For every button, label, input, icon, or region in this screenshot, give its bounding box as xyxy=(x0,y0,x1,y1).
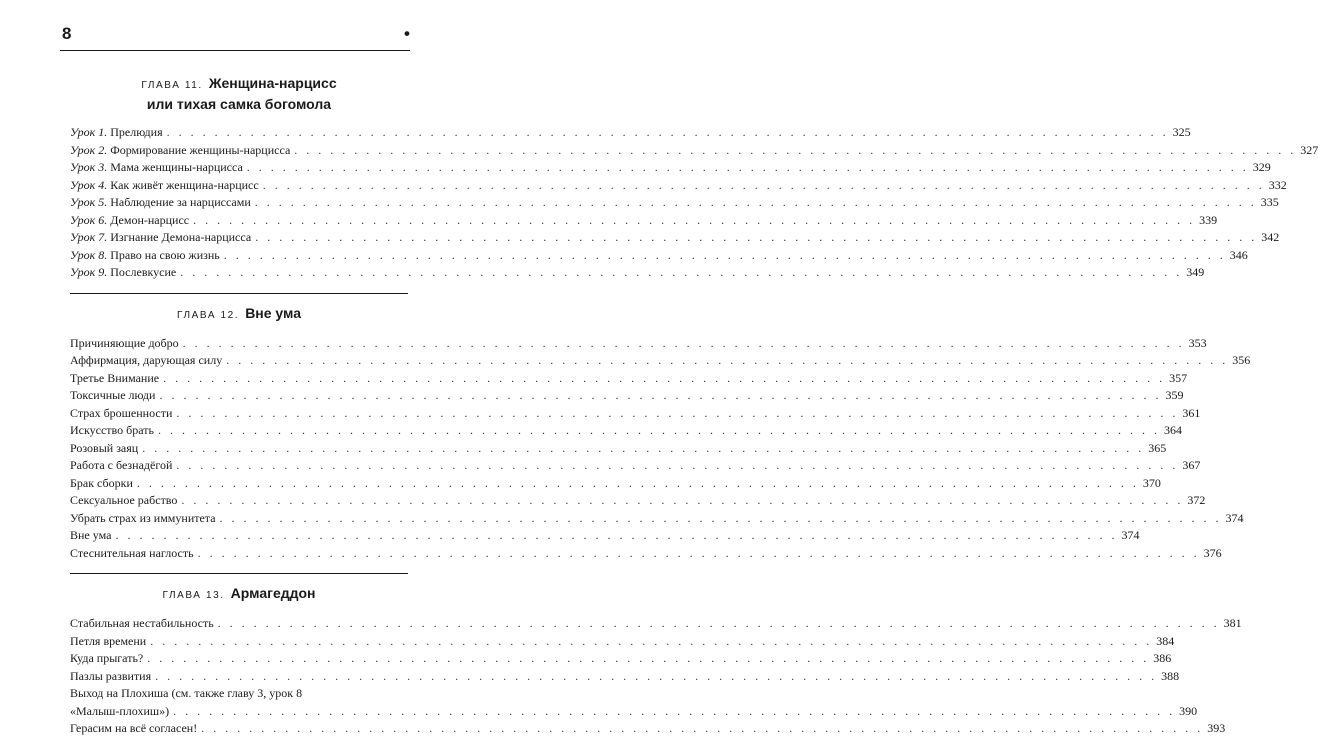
toc-item-title: Убрать страх из иммунитета xyxy=(70,510,216,525)
toc-page-number: 384 xyxy=(1156,633,1175,648)
chapter-label: ГЛАВА 12. xyxy=(177,309,240,321)
toc-page-number: 349 xyxy=(1186,265,1205,279)
toc-item-title: Право на свою жизнь xyxy=(110,247,220,262)
toc-page-number: 325 xyxy=(1172,125,1191,139)
toc-item[interactable] xyxy=(70,492,1206,510)
page-number: 8 xyxy=(62,24,72,43)
leader-dots xyxy=(163,370,1165,388)
toc-item[interactable] xyxy=(70,633,1175,651)
toc-page-number: 367 xyxy=(1182,458,1201,472)
leader-dots xyxy=(198,545,1200,563)
leader-dots xyxy=(255,194,1257,212)
spacer xyxy=(70,325,408,335)
toc-item-title: Мама женщины-нарцисса xyxy=(110,160,243,174)
toc-item-title: Прелюдия xyxy=(110,125,163,139)
toc-item[interactable] xyxy=(70,142,1318,160)
chapter-12-list xyxy=(70,335,1251,563)
leader-dots xyxy=(181,492,1183,510)
toc-item-title: Послевкусие xyxy=(110,265,177,279)
chapter-11-list xyxy=(70,124,1318,282)
toc-page-number: 346 xyxy=(1229,247,1248,262)
leader-dots xyxy=(183,335,1185,353)
toc-item-title-line1: Выход на Плохиша (см. также главу 3, урок 8 xyxy=(70,686,303,700)
toc-item[interactable] xyxy=(70,124,1191,142)
chapter-12-heading xyxy=(70,304,408,325)
toc-page-number: 356 xyxy=(1232,353,1251,367)
page-mark: • xyxy=(404,24,410,43)
lesson-label: Урок 4. xyxy=(70,177,108,192)
toc-page-number: 357 xyxy=(1169,370,1188,385)
toc-page-number: 372 xyxy=(1187,493,1206,507)
toc-item-title: Брак сборки xyxy=(70,475,133,490)
toc-page-number: 390 xyxy=(1179,703,1198,718)
lesson-label: Урок 5. xyxy=(70,195,108,209)
toc-item-title: Пазлы развития xyxy=(70,668,152,683)
toc-item-title: Петля времени xyxy=(70,633,147,648)
section-divider xyxy=(70,573,408,574)
toc-item[interactable] xyxy=(70,527,1140,545)
lesson-label: Урок 2. xyxy=(70,142,108,157)
toc-item[interactable] xyxy=(70,212,1218,230)
leader-dots xyxy=(173,703,1175,721)
leader-dots xyxy=(115,527,1117,545)
toc-page-number: 342 xyxy=(1261,230,1280,244)
toc-item-title: Аффирмация, дарующая силу xyxy=(70,353,223,367)
leader-dots xyxy=(247,159,1249,177)
toc-item-title: Искусство брать xyxy=(70,423,154,437)
leader-dots xyxy=(167,124,1169,142)
chapter-label: ГЛАВА 13. xyxy=(162,590,225,601)
chapter-label: ГЛАВА 11. xyxy=(141,80,203,91)
toc-item-title: Стеснительная наглость xyxy=(70,545,194,560)
toc-item-title: Работа с безнадёгой xyxy=(70,458,173,472)
leader-dots xyxy=(201,720,1203,738)
toc-item[interactable] xyxy=(70,352,1251,370)
leader-dots xyxy=(226,352,1228,370)
toc-item-title: Стабильная нестабильность xyxy=(70,616,214,630)
chapter-subtitle: или тихая самка богомола xyxy=(146,96,332,112)
leader-dots xyxy=(193,212,1195,230)
toc-page-number: 370 xyxy=(1142,475,1161,490)
lesson-label: Урок 1. xyxy=(70,125,108,139)
chapter-13-list xyxy=(70,615,1242,738)
toc-item-multiline[interactable] xyxy=(70,685,1198,720)
lesson-label: Урок 6. xyxy=(70,212,108,227)
toc-item-title: Третье Внимание xyxy=(70,370,160,385)
leader-dots xyxy=(159,387,1161,405)
toc-item-title: Как живёт женщина-нарцисс xyxy=(110,177,259,192)
toc-item[interactable] xyxy=(70,440,1167,458)
toc-item-title: Герасим на всё согласен! xyxy=(70,721,198,735)
toc-item-title: Страх брошенности xyxy=(70,405,173,420)
chapter-13-heading xyxy=(70,584,408,605)
toc-item[interactable] xyxy=(70,370,1188,388)
toc-page-number: 364 xyxy=(1163,423,1182,437)
leader-dots xyxy=(180,264,1182,282)
toc-item[interactable] xyxy=(70,387,1184,405)
toc-page-number: 388 xyxy=(1161,668,1180,683)
lesson-label: Урок 9. xyxy=(70,265,108,279)
leader-dots xyxy=(147,650,1149,668)
leader-dots xyxy=(263,177,1265,195)
toc-item[interactable] xyxy=(70,335,1207,353)
leader-dots xyxy=(224,247,1226,265)
leader-dots xyxy=(155,668,1157,686)
toc-item-title: Куда прыгать? xyxy=(70,651,144,665)
toc-item-title: Вне ума xyxy=(70,528,112,542)
toc-item[interactable] xyxy=(70,177,1287,195)
toc-page-number: 335 xyxy=(1260,195,1279,209)
toc-item-title: Формирование женщины-нарцисса xyxy=(110,142,291,157)
toc-item-title: Изгнание Демона-нарцисса xyxy=(110,230,252,244)
toc-item[interactable] xyxy=(70,475,1161,493)
chapter-title: Женщина-нарцисс xyxy=(208,75,337,91)
section-divider xyxy=(70,293,408,294)
lesson-label: Урок 7. xyxy=(70,230,108,244)
toc-item-title: Демон-нарцисс xyxy=(110,212,190,227)
toc-item[interactable] xyxy=(70,422,1182,440)
chapter-title: Вне ума xyxy=(245,304,301,321)
leader-dots xyxy=(255,229,1257,247)
toc-page-number: 365 xyxy=(1148,440,1167,455)
toc-page-number: 359 xyxy=(1165,388,1184,402)
toc-page-number: 386 xyxy=(1153,651,1172,665)
toc-item-title: Причиняющие добро xyxy=(70,335,179,350)
leader-dots xyxy=(137,475,1139,493)
toc-page-number: 327 xyxy=(1300,142,1318,157)
toc-item[interactable] xyxy=(70,264,1205,282)
leader-dots xyxy=(176,405,1178,423)
leader-dots xyxy=(142,440,1144,458)
toc-page-number: 353 xyxy=(1188,335,1207,350)
toc-item-title: Розовый заяц xyxy=(70,440,139,455)
lesson-label: Урок 8. xyxy=(70,247,108,262)
toc-item[interactable] xyxy=(70,720,1226,738)
toc-page-number: 393 xyxy=(1207,721,1226,735)
toc-item[interactable] xyxy=(70,229,1280,247)
table-of-contents xyxy=(70,64,1318,738)
leader-dots xyxy=(176,457,1178,475)
toc-item-title: Токсичные люди xyxy=(70,388,156,402)
toc-page-number: 332 xyxy=(1268,177,1287,192)
spacer xyxy=(70,114,408,124)
toc-item[interactable] xyxy=(70,405,1201,423)
chapter-title: Армагеддон xyxy=(230,585,316,601)
toc-item-title: Сексуальное рабство xyxy=(70,493,178,507)
spacer xyxy=(70,605,408,615)
toc-item[interactable] xyxy=(70,650,1172,668)
toc-item[interactable] xyxy=(70,510,1244,528)
toc-page-number: 339 xyxy=(1199,212,1218,227)
leader-dots xyxy=(158,422,1160,440)
toc-item-title: Наблюдение за нарциссами xyxy=(110,195,251,209)
toc-item[interactable] xyxy=(70,615,1242,633)
toc-item[interactable] xyxy=(70,457,1201,475)
toc-page-number: 376 xyxy=(1203,545,1222,560)
header-rule xyxy=(60,50,410,51)
toc-page-number: 374 xyxy=(1225,510,1244,525)
lesson-label: Урок 3. xyxy=(70,160,108,174)
toc-page-number: 361 xyxy=(1182,405,1201,420)
toc-item[interactable] xyxy=(70,668,1180,686)
toc-page-number: 374 xyxy=(1121,528,1140,542)
leader-dots xyxy=(220,510,1222,528)
leader-dots xyxy=(294,142,1296,160)
toc-page-number: 329 xyxy=(1252,160,1271,174)
toc-item[interactable] xyxy=(70,159,1271,177)
page-header xyxy=(60,24,410,50)
chapter-11-heading xyxy=(70,74,408,114)
leader-dots xyxy=(218,615,1220,633)
toc-item-title-line2: «Малыш-плохиш») xyxy=(70,703,170,718)
toc-item[interactable] xyxy=(70,194,1279,212)
toc-page-number: 381 xyxy=(1223,616,1242,630)
toc-item[interactable] xyxy=(70,545,1222,563)
leader-dots xyxy=(150,633,1152,651)
toc-item[interactable] xyxy=(70,247,1248,265)
